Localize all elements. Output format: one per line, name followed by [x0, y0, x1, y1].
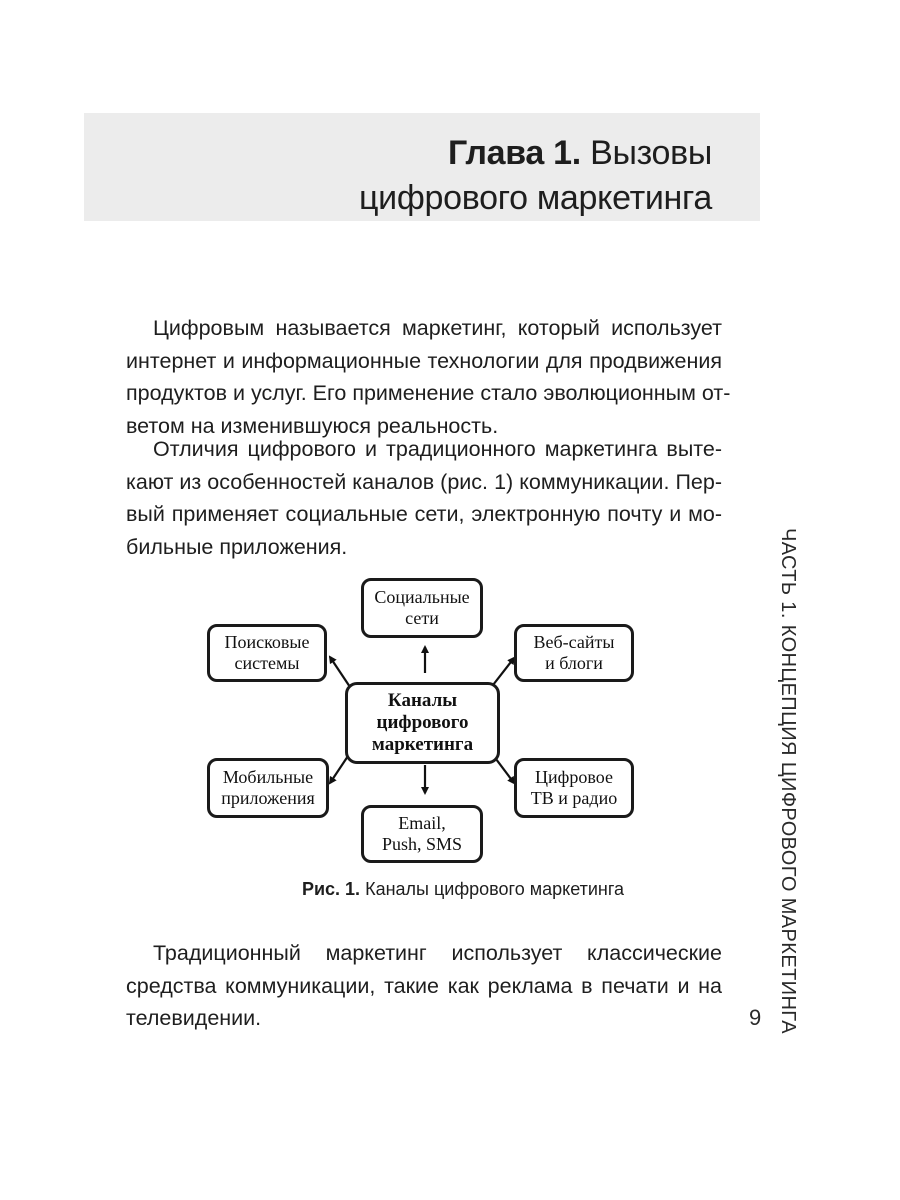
paragraph-line: Цифровым называется маркетинг, который использует [153, 316, 722, 340]
paragraph-line: Отличия цифрового и традиционного маркетинга выте- [153, 437, 722, 461]
arrow-up-left [330, 657, 350, 687]
chapter-heading-band [84, 113, 760, 221]
paragraph-3 [126, 937, 722, 1035]
paragraph-line: Традиционный маркетинг использует классические [153, 941, 722, 965]
paragraph-line: средства коммуникации, такие как реклама в печати и на [126, 973, 722, 998]
node-mobile-apps: Мобильные приложения [207, 758, 329, 818]
running-head: ЧАСТЬ 1. КОНЦЕПЦИЯ ЦИФРОВОГО МАРКЕТИНГА [777, 528, 799, 1034]
paragraph-line: телевидении. [126, 1006, 262, 1030]
chapter-title [359, 131, 712, 221]
node-websites-blogs: Веб-сайты и блоги [514, 624, 634, 682]
paragraph-line: вый применяет социальные сети, электронную почту и мо- [126, 502, 722, 526]
chapter-label: Глава 1. [448, 134, 581, 172]
node-email-push-sms: Email, Push, SMS [361, 805, 483, 863]
caption-label: Рис. 1. [301, 879, 361, 899]
paragraph-line: ветом на изменившуюся реальность. [126, 413, 499, 438]
paragraph-line: бильные приложения. [126, 534, 348, 559]
node-search-engines: Поисковые системы [207, 624, 327, 682]
paragraph-line: продуктов и услуг. Его применение стало эволюционным от- [126, 381, 731, 405]
arrow-up-right [493, 658, 514, 685]
node-digital-marketing-channels: Каналы цифрового маркетинга [345, 682, 500, 764]
node-social-networks: Социальные сети [361, 578, 483, 638]
paragraph-2 [126, 433, 722, 563]
node-digital-tv-radio: Цифровое ТВ и радио [514, 758, 634, 818]
chapter-title-part1: Вызовы [590, 134, 712, 172]
chapter-title-part2: цифрового маркетинга [359, 179, 712, 217]
paragraph-1 [126, 312, 731, 442]
paragraph-line: интернет и информационные технологии для продвижения [126, 348, 722, 373]
figure-caption [0, 879, 900, 900]
page-number: 9 [749, 1005, 762, 1030]
paragraph-line: кают из особенностей каналов (рис. 1) коммуникации. Пер- [126, 469, 722, 494]
caption-text: Каналы цифрового маркетинга [365, 879, 625, 899]
channels-diagram [200, 575, 640, 870]
